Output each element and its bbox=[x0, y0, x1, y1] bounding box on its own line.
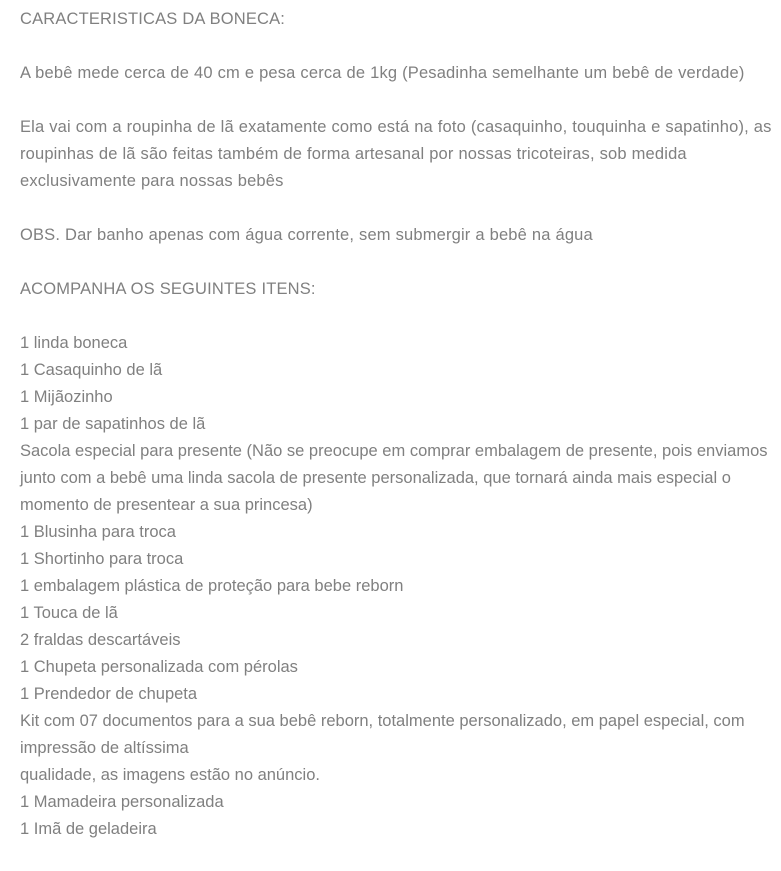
paragraph-bathing-observation: OBS. Dar banho apenas com água corrente, sem submergir a bebê na água bbox=[20, 226, 593, 244]
heading-doll-characteristics: CARACTERISTICAS DA BONECA: bbox=[20, 10, 286, 28]
included-item: Sacola especial para presente (Não se preocupe em comprar embalagem de presente, pois enviamos junto com a bebê uma linda sacola de presente personalizada, que tornará ainda mais especial o momento de presentear a sua princesa) bbox=[20, 442, 768, 514]
included-item: 1 Prendedor de chupeta bbox=[20, 685, 198, 703]
included-item: 2 fraldas descartáveis bbox=[20, 631, 181, 649]
included-item: 1 embalagem plástica de proteção para bebe reborn bbox=[20, 577, 404, 595]
included-item: 1 Touca de lã bbox=[20, 604, 118, 622]
included-items-list bbox=[20, 330, 775, 843]
included-item: 1 Mijãozinho bbox=[20, 388, 113, 406]
included-item: 1 Blusinha para troca bbox=[20, 523, 176, 541]
heading-included-items: ACOMPANHA OS SEGUINTES ITENS: bbox=[20, 280, 316, 298]
included-item: Kit com 07 documentos para a sua bebê reborn, totalmente personalizado, em papel especial, com impressão de altíssima bbox=[20, 712, 745, 757]
included-item: 1 Mamadeira personalizada bbox=[20, 793, 224, 811]
included-item: 1 Shortinho para troca bbox=[20, 550, 184, 568]
paragraph-doll-measurements: A bebê mede cerca de 40 cm e pesa cerca de 1kg (Pesadinha semelhante um bebê de verdade) bbox=[20, 64, 745, 82]
included-item: qualidade, as imagens estão no anúncio. bbox=[20, 766, 320, 784]
included-item: 1 par de sapatinhos de lã bbox=[20, 415, 206, 433]
paragraph-doll-clothing: Ela vai com a roupinha de lã exatamente como está na foto (casaquinho, touquinha e sapatinho), as roupinhas de lã são feitas também de forma artesanal por nossas tricoteiras, sob medida exclusivamente para nossas bebês bbox=[20, 118, 772, 190]
included-item: 1 Casaquinho de lã bbox=[20, 361, 163, 379]
included-item: 1 Imã de geladeira bbox=[20, 820, 157, 838]
included-item: 1 Chupeta personalizada com pérolas bbox=[20, 658, 298, 676]
included-item: 1 linda boneca bbox=[20, 334, 128, 352]
